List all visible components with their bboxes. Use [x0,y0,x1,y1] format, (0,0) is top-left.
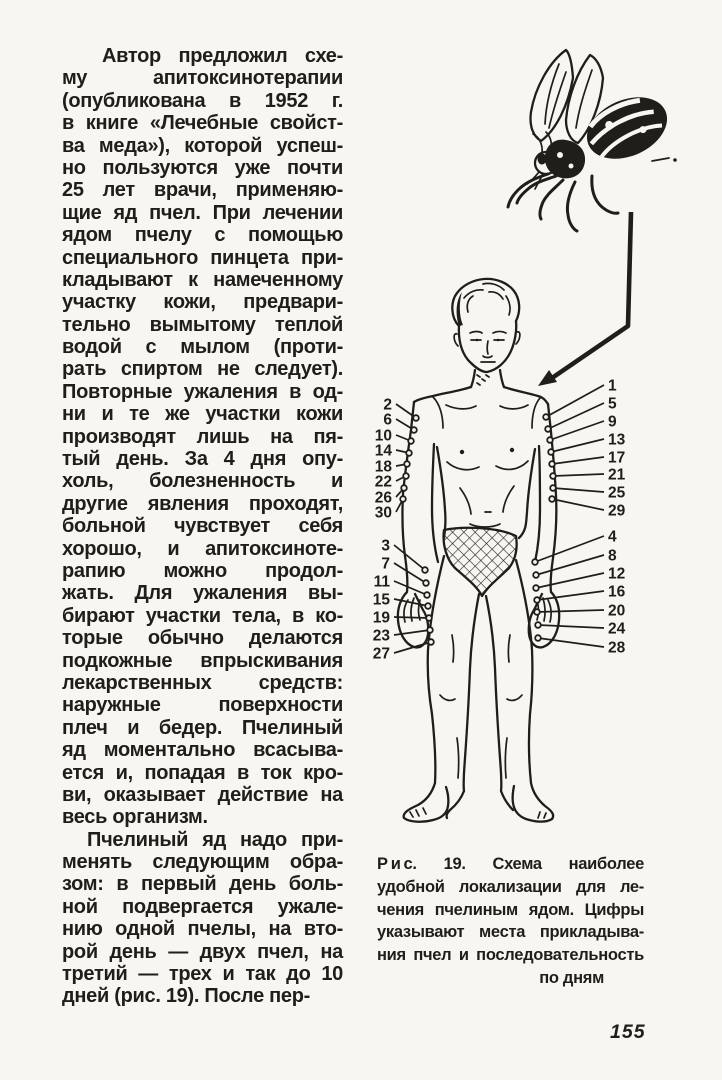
leader-line [394,642,431,653]
point-number-label: 24 [608,620,626,638]
leader-line [396,450,409,453]
toe-lines [410,808,546,818]
leader-line [396,435,411,441]
sting-point-dot [427,627,433,633]
page-number: 155 [610,1021,646,1043]
deltoid-crease [433,397,540,428]
abdomen-line [460,486,514,514]
bee-leg [567,182,577,231]
bee-thorax-highlight [569,164,574,169]
bee-leg [540,180,563,219]
shoulder-line [504,387,548,404]
sting-point-dot [425,603,431,609]
text-line: холь, болезненность и [62,470,343,493]
text-line: (опубликована в 1952 г. [62,89,343,112]
leader-line [396,488,404,497]
bee-abdomen-stripe [588,107,656,144]
arrow-bee-to-shoulder [538,212,631,386]
left-leg-outline [513,560,554,822]
point-number-label: 8 [608,547,617,565]
leader-line [546,385,604,417]
sting-point-dot [547,437,553,443]
sting-point-dot [413,415,419,421]
text-line: больной чувствует себя [62,515,343,538]
leader-line [394,545,425,570]
bee-wing-back [530,50,573,141]
text-line: щие яд пчел. При лечении [62,201,343,224]
point-number-label: 12 [608,565,626,583]
leader-line [394,617,429,618]
eye-pupil [497,339,500,342]
leader-line [394,581,427,595]
sting-point-dot [401,485,407,491]
sting-point-dot [408,438,414,444]
bee-thorax-highlight [557,152,563,158]
sting-point-dot [549,461,555,467]
sting-point-dot [411,427,417,433]
text-line: водой с мылом (проти- [62,336,343,359]
leader-line [548,403,604,429]
bee-antenna [546,132,551,153]
point-number-label: 15 [372,591,390,609]
sting-point-dot [404,461,410,467]
text-line: весь организм. [62,806,208,829]
sting-point-dot [426,615,432,621]
text-line: тельно вымытому теплой [62,313,343,336]
bee-sting-mark [652,158,669,161]
left-arm-outline [529,404,559,647]
right-leg-outline [404,556,449,822]
text-line: подкожные впрыскивания [62,649,343,672]
leader-line [396,499,403,512]
text-line: нию одной пчелы, на вто- [62,918,343,941]
caption-lines [377,853,644,967]
sting-point-dot [533,585,539,591]
sting-point-dot [403,473,409,479]
sting-point-dot [549,496,555,502]
sting-point-dot [534,597,540,603]
sting-point-dot [550,473,556,479]
bee-leg [517,176,556,203]
torso-side [519,449,535,538]
text-line: специального пинцета при- [62,246,343,269]
point-number-label: 20 [608,602,626,620]
leader-line [396,419,414,430]
bee-eye [538,154,547,165]
point-number-label: 5 [608,395,617,413]
point-number-label: 6 [383,411,392,429]
point-number-label: 2 [383,396,392,414]
leader-line [394,630,430,635]
text-line: участку кожи, предвари- [62,291,343,314]
sting-point-dot [400,496,406,502]
leader-line [552,499,604,510]
point-number-label: 9 [608,413,617,431]
sting-point-dot [533,572,539,578]
text-line: другие явления проходят, [62,492,343,515]
text-line: указывают места прикладыва- [377,923,644,942]
text-line: рапию можно продол- [62,559,343,582]
face-outline [459,321,516,372]
leader-line [551,439,604,452]
leader-line [538,625,604,628]
eye-pupil [476,339,479,342]
right-arm-inner [432,444,438,562]
neck-shading [477,375,489,385]
sting-point-dot [423,580,429,586]
human-figure [398,279,559,822]
point-number-label: 28 [608,639,626,657]
sting-point-dot [535,622,541,628]
point-number-label: 4 [608,528,617,546]
sting-point-dot [543,414,549,420]
collarbone [446,405,528,409]
arrow-shaft [552,212,631,378]
sting-point-dot [545,426,551,432]
text-line: в книге «Лечебные свойст- [62,112,343,135]
point-number-label: 18 [374,458,392,476]
right-hand-fingers [404,598,420,622]
text-line: производят лишь на пя- [62,425,343,448]
hair-curl [464,283,510,315]
sting-point-dot [428,639,434,645]
leader-line [536,573,604,588]
text-line: плеч и бедер. Пчелиный [62,716,343,739]
text-line: менять следующим обра- [62,851,343,874]
sting-point-dot [422,567,428,573]
hair-lock [457,292,463,326]
leader-line [537,610,604,612]
torso-side [437,447,445,538]
nose [483,341,492,358]
sting-point-dot [550,485,556,491]
bee-abdomen-patch [638,125,647,134]
point-number-label: 13 [608,431,626,449]
text-line: лекарственных средств: [62,671,343,694]
bee-leg [508,174,548,207]
sting-point-dot [532,559,538,565]
figure-point-labels [373,378,626,663]
figure-caption [377,853,644,990]
bee-abdomen [577,85,677,170]
eyebrow [470,332,506,334]
leader-line [550,421,604,440]
point-number-label: 16 [608,583,626,601]
nipple [460,450,464,454]
shin-line [457,738,507,778]
shoulder-line [414,387,471,402]
leader-line [538,638,604,647]
leader-line [394,563,426,583]
text-line: рой день — двух пчел, на [62,940,343,963]
bee-antenna [533,134,542,153]
sting-point-dot [534,609,540,615]
text-line: бирают участки тела, в ко- [62,604,343,627]
leader-line [396,476,406,481]
text-line: чения пчелиным ядом. Цифры [377,900,644,919]
hair-outline [452,279,519,326]
text-line: 25 лет врачи, применяю- [62,179,343,202]
text-line: яд моментально всасыва- [62,739,343,762]
text-line: Автор предложил схе- [102,45,343,67]
abdomen-line [470,524,500,527]
leader-line [396,404,416,418]
point-number-label: 11 [373,573,390,591]
point-number-label: 27 [372,645,390,663]
text-line: зом: в первый день боль- [62,873,343,896]
bee-thorax [545,140,585,179]
leader-line [553,488,604,492]
bee-head [535,152,557,174]
body-text-column [62,45,343,1008]
bee-wing-front [566,55,603,143]
bee-wing-vein [549,72,566,128]
text-line: третий — трех и так до 10 [62,963,343,986]
text-line: ядом пчелу с помощью [62,224,343,247]
text-line: ни и те же участки кожи [62,403,343,426]
text-line: ва меда»), которой успеш- [62,134,343,157]
point-number-label: 10 [374,427,392,445]
paragraph-application-order [62,829,343,1008]
bee-abdomen-stripe [598,121,664,157]
text-line: рать спиртом не следует). [62,358,343,381]
left-arm-inner [535,446,540,562]
bee-wing-vein [576,70,592,128]
ear [454,334,458,346]
text-line: жать. Для ужаления вы- [62,582,343,605]
bee-abdomen-patch [604,120,615,131]
point-number-label: 22 [374,473,392,491]
arrow-head [538,370,557,386]
point-number-label: 21 [608,466,626,484]
leader-line [552,457,604,464]
point-number-label: 26 [374,489,392,507]
bee-wing-vein [545,64,559,124]
nipple [510,448,514,452]
bee-mouthparts [527,172,543,189]
text-line: торые обычно делаются [62,627,343,650]
point-number-label: 14 [374,442,392,460]
text-line: наружные поверхности [62,694,343,717]
text-line: тый день. За 4 дня опу- [62,448,343,471]
text-line: кладывают к намеченному [62,268,343,291]
neck [471,370,504,387]
caption-last-line: по дням [539,968,604,987]
leader-line [537,591,604,600]
text-line: но пользуются уже почти [62,156,343,179]
text-line: дней (рис. 19). После пер- [62,985,311,1008]
point-number-label: 17 [608,449,626,467]
sting-point-dot [406,450,412,456]
point-number-label: 19 [372,609,390,627]
ear [516,332,520,344]
point-number-label: 1 [608,377,617,395]
pectoral-line [447,461,528,470]
point-number-label: 25 [608,484,626,502]
text-line: ной подвергается ужале- [62,895,343,918]
point-number-label: 3 [381,537,390,555]
text-line: хорошо, и апитоксиноте- [62,537,343,560]
sting-point-dot [535,635,541,641]
sting-point-dot [424,592,430,598]
knee-line [440,695,522,700]
thigh-line [452,635,510,662]
leader-line [396,464,407,466]
sting-point-dot [548,449,554,455]
leader-line [394,599,428,606]
bee-abdomen-stripe [587,97,641,127]
point-number-label: 30 [374,504,392,522]
point-number-label: 29 [608,502,626,520]
text-line: Пчелиный яд надо при- [87,828,343,851]
paragraph-apitoxin-scheme [62,45,343,829]
leader-line [535,536,604,562]
text-line: му апитоксинотерапии [62,67,343,90]
right-leg-inner [447,594,479,818]
point-number-label: 23 [372,627,390,645]
leader-line [553,474,604,476]
right-arm-outline [398,402,428,647]
text-line: Повторные ужаления в од- [62,380,343,403]
text-line: удобной локализации для ле- [377,877,644,896]
leader-line [536,555,604,575]
text-line: Р и с. 19. Схема наиболее [377,855,644,873]
bee-sting-dot [673,158,677,162]
bee-illustration [508,50,677,231]
point-number-label: 7 [381,555,390,573]
bee-leg [592,176,618,213]
text-line: ется и, попадая в ток кро- [62,761,343,784]
text-line: ния пчел и последовательность [377,946,644,965]
left-hand-fingers [537,598,551,622]
swim-briefs [444,528,517,596]
left-leg-inner [486,596,513,810]
text-line: ви, оказывает действие на [62,783,343,806]
